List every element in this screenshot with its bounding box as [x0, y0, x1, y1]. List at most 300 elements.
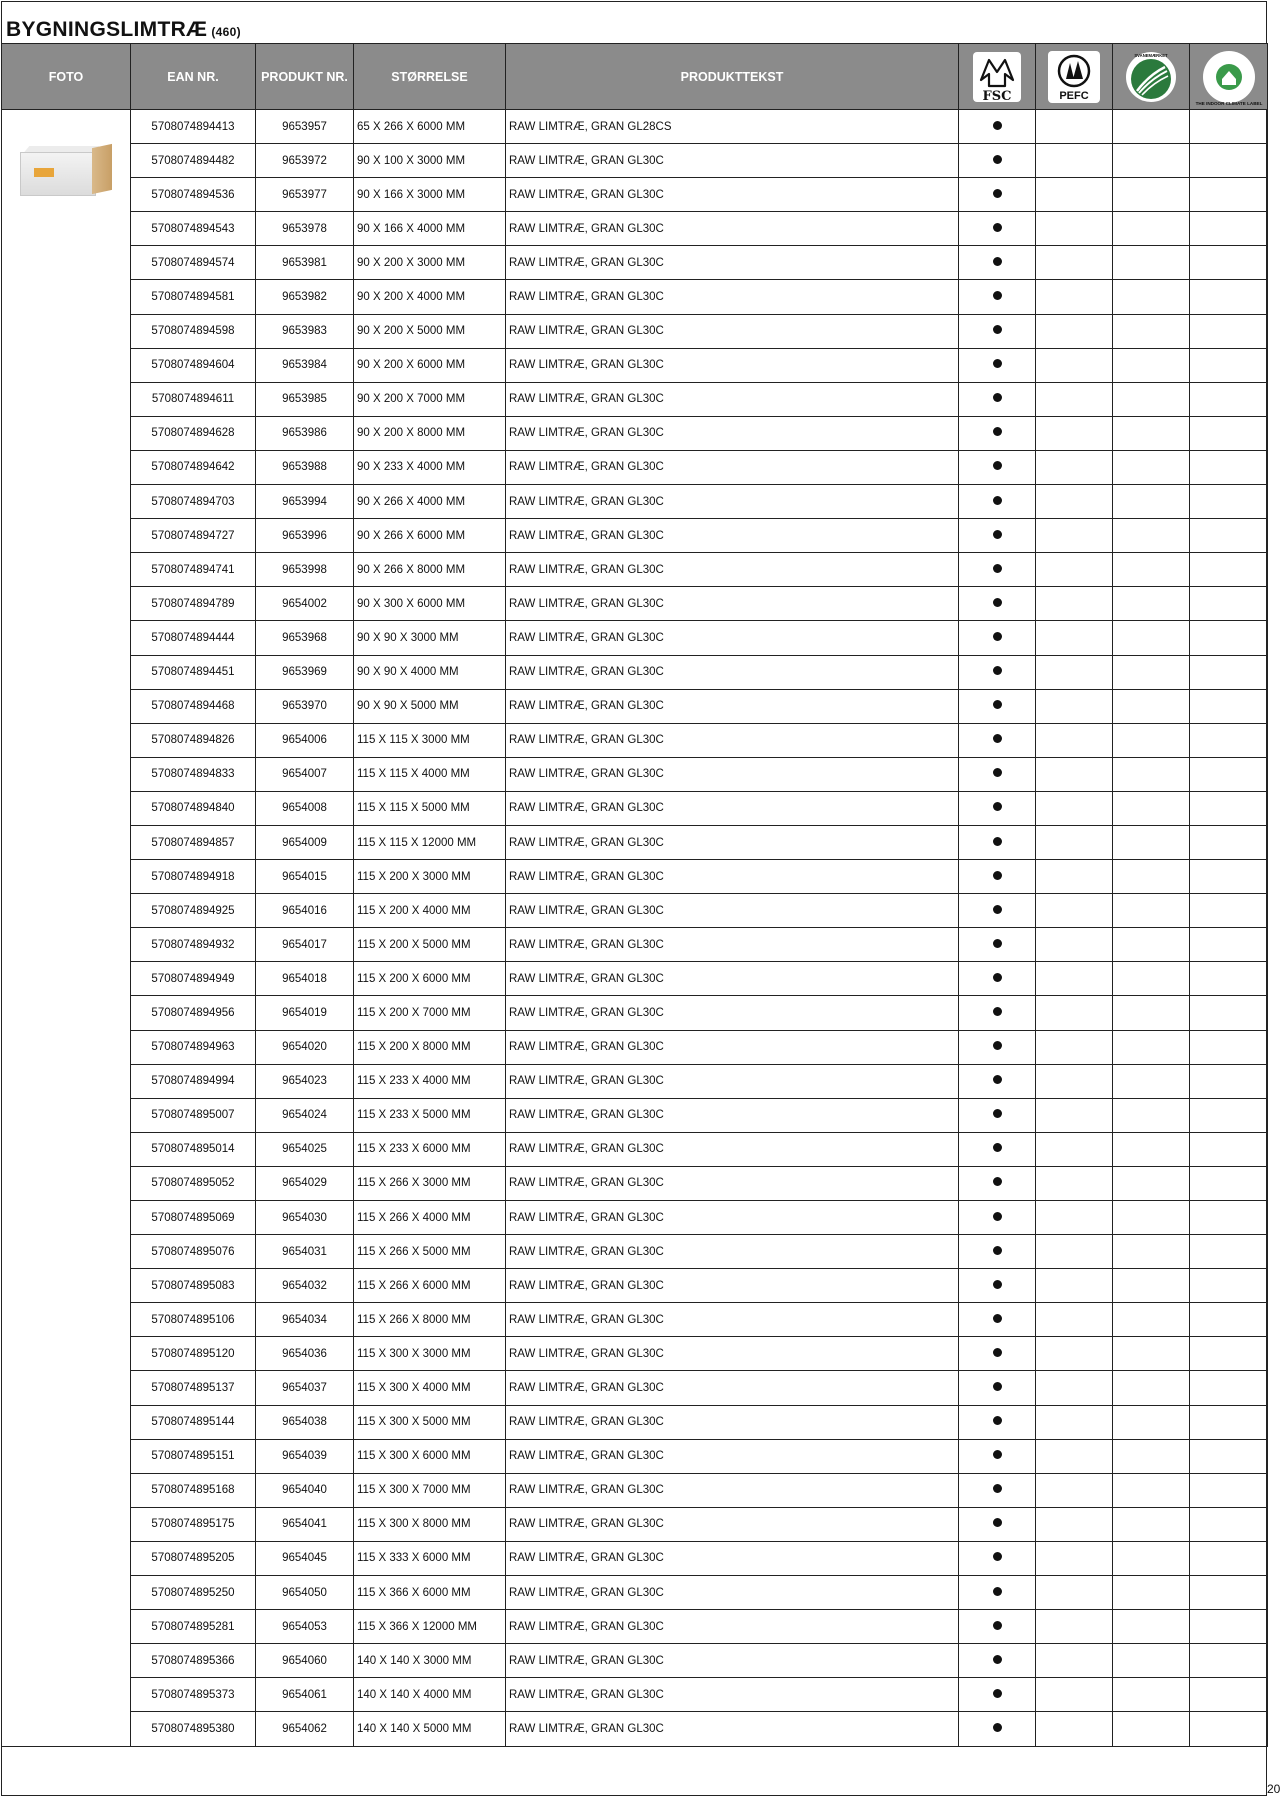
table-row [2, 1098, 1268, 1132]
empty-cert-cell [1113, 246, 1190, 280]
empty-cert-cell [1113, 450, 1190, 484]
empty-cert-cell [1190, 178, 1268, 212]
product-table [1, 43, 1268, 1747]
fsc-cell [959, 1541, 1036, 1575]
empty-cert-cell [1190, 1064, 1268, 1098]
product-number-cell: 9654006 [256, 723, 354, 757]
product-number-cell: 9653994 [256, 485, 354, 519]
empty-cert-cell [1190, 280, 1268, 314]
fsc-cell [959, 416, 1036, 450]
ean-cell: 5708074894994 [131, 1064, 256, 1098]
size-cell: 90 X 200 X 8000 MM [354, 416, 506, 450]
product-number-cell: 9654030 [256, 1201, 354, 1235]
table-row [2, 1541, 1268, 1575]
empty-cert-cell [1036, 144, 1113, 178]
ean-cell: 5708074894963 [131, 1030, 256, 1064]
fsc-bullet-icon [993, 939, 1002, 948]
product-number-cell: 9654041 [256, 1507, 354, 1541]
empty-cert-cell [1190, 1507, 1268, 1541]
fsc-bullet-icon [993, 291, 1002, 300]
product-number-cell: 9654034 [256, 1303, 354, 1337]
table-row [2, 246, 1268, 280]
fsc-bullet-icon [993, 1177, 1002, 1186]
empty-cert-cell [1113, 621, 1190, 655]
product-number-cell: 9653981 [256, 246, 354, 280]
size-cell: 115 X 266 X 5000 MM [354, 1235, 506, 1269]
table-header-row [2, 44, 1268, 110]
table-row [2, 1337, 1268, 1371]
product-number-cell: 9654061 [256, 1678, 354, 1712]
empty-cert-cell [1190, 1201, 1268, 1235]
fsc-cell [959, 1166, 1036, 1200]
fsc-bullet-icon [993, 564, 1002, 573]
ean-cell: 5708074894826 [131, 723, 256, 757]
product-text-cell: RAW LIMTRÆ, GRAN GL30C [506, 246, 959, 280]
table-row [2, 1235, 1268, 1269]
empty-cert-cell [1190, 996, 1268, 1030]
size-cell: 90 X 200 X 7000 MM [354, 382, 506, 416]
empty-cert-cell [1036, 485, 1113, 519]
product-number-cell: 9653983 [256, 314, 354, 348]
ean-cell: 5708074894703 [131, 485, 256, 519]
empty-cert-cell [1190, 757, 1268, 791]
size-cell: 140 X 140 X 3000 MM [354, 1644, 506, 1678]
table-row [2, 144, 1268, 178]
fsc-cell [959, 962, 1036, 996]
size-cell: 90 X 200 X 3000 MM [354, 246, 506, 280]
table-row [2, 1576, 1268, 1610]
product-number-cell: 9654053 [256, 1610, 354, 1644]
empty-cert-cell [1190, 587, 1268, 621]
empty-cert-cell [1113, 416, 1190, 450]
size-cell: 115 X 233 X 6000 MM [354, 1132, 506, 1166]
table-row [2, 1678, 1268, 1712]
product-text-cell: RAW LIMTRÆ, GRAN GL30C [506, 825, 959, 859]
fsc-bullet-icon [993, 1518, 1002, 1527]
empty-cert-cell [1036, 178, 1113, 212]
product-number-cell: 9654024 [256, 1098, 354, 1132]
fsc-bullet-icon [993, 1212, 1002, 1221]
product-text-cell: RAW LIMTRÆ, GRAN GL30C [506, 382, 959, 416]
size-cell: 115 X 300 X 3000 MM [354, 1337, 506, 1371]
size-cell: 115 X 200 X 6000 MM [354, 962, 506, 996]
empty-cert-cell [1190, 553, 1268, 587]
empty-cert-cell [1036, 928, 1113, 962]
empty-cert-cell [1113, 655, 1190, 689]
table-body [2, 110, 1268, 1747]
product-text-cell: RAW LIMTRÆ, GRAN GL30C [506, 1576, 959, 1610]
ean-cell: 5708074894628 [131, 416, 256, 450]
product-number-cell: 9654002 [256, 587, 354, 621]
empty-cert-cell [1113, 1064, 1190, 1098]
table-row [2, 1473, 1268, 1507]
ean-cell: 5708074894925 [131, 894, 256, 928]
product-number-cell: 9654017 [256, 928, 354, 962]
empty-cert-cell [1190, 1337, 1268, 1371]
ean-cell: 5708074894451 [131, 655, 256, 689]
empty-cert-cell [1036, 894, 1113, 928]
empty-cert-cell [1113, 1235, 1190, 1269]
product-text-cell: RAW LIMTRÆ, GRAN GL30C [506, 1541, 959, 1575]
product-number-cell: 9653986 [256, 416, 354, 450]
svanen-label: SVANEMÆRKET [1134, 52, 1168, 58]
empty-cert-cell [1113, 1473, 1190, 1507]
ean-cell: 5708074894949 [131, 962, 256, 996]
product-text-cell: RAW LIMTRÆ, GRAN GL30C [506, 485, 959, 519]
product-text-cell: RAW LIMTRÆ, GRAN GL30C [506, 1712, 959, 1746]
fsc-cell [959, 280, 1036, 314]
fsc-bullet-icon [993, 1143, 1002, 1152]
product-text-cell: RAW LIMTRÆ, GRAN GL30C [506, 178, 959, 212]
product-number-cell: 9654020 [256, 1030, 354, 1064]
empty-cert-cell [1036, 519, 1113, 553]
fsc-bullet-icon [993, 700, 1002, 709]
fsc-cell [959, 178, 1036, 212]
fsc-cell [959, 1712, 1036, 1746]
fsc-bullet-icon [993, 871, 1002, 880]
table-row [2, 450, 1268, 484]
size-cell: 115 X 115 X 4000 MM [354, 757, 506, 791]
empty-cert-cell [1113, 1098, 1190, 1132]
empty-cert-cell [1036, 587, 1113, 621]
icl-label: THE INDOOR CLIMATE LABEL [1195, 100, 1262, 106]
empty-cert-cell [1190, 450, 1268, 484]
empty-cert-cell [1036, 655, 1113, 689]
empty-cert-cell [1190, 1644, 1268, 1678]
fsc-bullet-icon [993, 905, 1002, 914]
size-cell: 115 X 300 X 6000 MM [354, 1439, 506, 1473]
empty-cert-cell [1036, 1541, 1113, 1575]
empty-cert-cell [1036, 1201, 1113, 1235]
fsc-cell [959, 1269, 1036, 1303]
fsc-bullet-icon [993, 1041, 1002, 1050]
product-text-cell: RAW LIMTRÆ, GRAN GL30C [506, 894, 959, 928]
ean-cell: 5708074895250 [131, 1576, 256, 1610]
table-row [2, 723, 1268, 757]
product-number-cell: 9653977 [256, 178, 354, 212]
product-number-cell: 9653970 [256, 689, 354, 723]
table-row [2, 1064, 1268, 1098]
empty-cert-cell [1036, 689, 1113, 723]
product-number-cell: 9654050 [256, 1576, 354, 1610]
size-cell: 115 X 266 X 8000 MM [354, 1303, 506, 1337]
empty-cert-cell [1036, 553, 1113, 587]
product-text-cell: RAW LIMTRÆ, GRAN GL30C [506, 757, 959, 791]
empty-cert-cell [1190, 485, 1268, 519]
product-number-cell: 9653996 [256, 519, 354, 553]
size-cell: 140 X 140 X 5000 MM [354, 1712, 506, 1746]
fsc-cell [959, 1576, 1036, 1610]
product-text-cell: RAW LIMTRÆ, GRAN GL30C [506, 1473, 959, 1507]
empty-cert-cell [1036, 382, 1113, 416]
table-row [2, 416, 1268, 450]
table-row [2, 1371, 1268, 1405]
empty-cert-cell [1113, 996, 1190, 1030]
size-cell: 115 X 266 X 3000 MM [354, 1166, 506, 1200]
empty-cert-cell [1113, 485, 1190, 519]
fsc-cell [959, 553, 1036, 587]
table-row [2, 348, 1268, 382]
empty-cert-cell [1036, 1235, 1113, 1269]
product-text-cell: RAW LIMTRÆ, GRAN GL30C [506, 1644, 959, 1678]
empty-cert-cell [1036, 1030, 1113, 1064]
table-row [2, 212, 1268, 246]
size-cell: 115 X 366 X 12000 MM [354, 1610, 506, 1644]
table-row [2, 382, 1268, 416]
col-header-storrelse: STØRRELSE [354, 44, 506, 110]
product-number-cell: 9653988 [256, 450, 354, 484]
glulam-beam-photo [20, 144, 110, 196]
page-title [6, 18, 241, 42]
product-number-cell: 9654037 [256, 1371, 354, 1405]
empty-cert-cell [1113, 1541, 1190, 1575]
empty-cert-cell [1190, 1132, 1268, 1166]
product-text-cell: RAW LIMTRÆ, GRAN GL30C [506, 1064, 959, 1098]
table-row [2, 1405, 1268, 1439]
product-number-cell: 9653978 [256, 212, 354, 246]
product-text-cell: RAW LIMTRÆ, GRAN GL30C [506, 1610, 959, 1644]
table-row [2, 860, 1268, 894]
empty-cert-cell [1036, 757, 1113, 791]
empty-cert-cell [1190, 110, 1268, 144]
product-text-cell: RAW LIMTRÆ, GRAN GL30C [506, 314, 959, 348]
empty-cert-cell [1113, 1337, 1190, 1371]
fsc-bullet-icon [993, 257, 1002, 266]
fsc-cell [959, 655, 1036, 689]
empty-cert-cell [1036, 1644, 1113, 1678]
fsc-cell [959, 1439, 1036, 1473]
ean-cell: 5708074894918 [131, 860, 256, 894]
empty-cert-cell [1113, 1166, 1190, 1200]
fsc-bullet-icon [993, 325, 1002, 334]
size-cell: 115 X 366 X 6000 MM [354, 1576, 506, 1610]
product-text-cell: RAW LIMTRÆ, GRAN GL30C [506, 1235, 959, 1269]
size-cell: 115 X 233 X 4000 MM [354, 1064, 506, 1098]
empty-cert-cell [1113, 1371, 1190, 1405]
empty-cert-cell [1190, 348, 1268, 382]
fsc-bullet-icon [993, 223, 1002, 232]
product-number-cell: 9654008 [256, 791, 354, 825]
fsc-cell [959, 1507, 1036, 1541]
product-text-cell: RAW LIMTRÆ, GRAN GL30C [506, 450, 959, 484]
empty-cert-cell [1036, 280, 1113, 314]
product-number-cell: 9654038 [256, 1405, 354, 1439]
fsc-bullet-icon [993, 155, 1002, 164]
fsc-cell [959, 1473, 1036, 1507]
ean-cell: 5708074894581 [131, 280, 256, 314]
empty-cert-cell [1190, 1235, 1268, 1269]
fsc-bullet-icon [993, 121, 1002, 130]
fsc-cell [959, 450, 1036, 484]
table-row [2, 587, 1268, 621]
fsc-bullet-icon [993, 1484, 1002, 1493]
empty-cert-cell [1190, 962, 1268, 996]
size-cell: 115 X 233 X 5000 MM [354, 1098, 506, 1132]
empty-cert-cell [1113, 587, 1190, 621]
ean-cell: 5708074895076 [131, 1235, 256, 1269]
ean-cell: 5708074895120 [131, 1337, 256, 1371]
empty-cert-cell [1113, 144, 1190, 178]
empty-cert-cell [1113, 1644, 1190, 1678]
product-number-cell: 9654039 [256, 1439, 354, 1473]
product-number-cell: 9654029 [256, 1166, 354, 1200]
title-count: (460) [211, 25, 241, 39]
product-text-cell: RAW LIMTRÆ, GRAN GL30C [506, 860, 959, 894]
product-number-cell: 9654023 [256, 1064, 354, 1098]
fsc-cell [959, 894, 1036, 928]
ean-cell: 5708074894574 [131, 246, 256, 280]
fsc-cell [959, 519, 1036, 553]
size-cell: 90 X 266 X 6000 MM [354, 519, 506, 553]
empty-cert-cell [1036, 246, 1113, 280]
fsc-bullet-icon [993, 1450, 1002, 1459]
empty-cert-cell [1113, 1439, 1190, 1473]
size-cell: 115 X 266 X 6000 MM [354, 1269, 506, 1303]
size-cell: 115 X 266 X 4000 MM [354, 1201, 506, 1235]
fsc-cell [959, 246, 1036, 280]
size-cell: 90 X 266 X 4000 MM [354, 485, 506, 519]
empty-cert-cell [1036, 621, 1113, 655]
product-number-cell: 9653998 [256, 553, 354, 587]
fsc-bullet-icon [993, 1075, 1002, 1084]
product-number-cell: 9653982 [256, 280, 354, 314]
empty-cert-cell [1190, 1541, 1268, 1575]
empty-cert-cell [1036, 1132, 1113, 1166]
fsc-bullet-icon [993, 734, 1002, 743]
product-text-cell: RAW LIMTRÆ, GRAN GL30C [506, 519, 959, 553]
product-number-cell: 9654015 [256, 860, 354, 894]
fsc-bullet-icon [993, 1314, 1002, 1323]
fsc-bullet-icon [993, 189, 1002, 198]
product-text-cell: RAW LIMTRÆ, GRAN GL30C [506, 791, 959, 825]
empty-cert-cell [1036, 723, 1113, 757]
fsc-bullet-icon [993, 1621, 1002, 1630]
fsc-cell [959, 1098, 1036, 1132]
empty-cert-cell [1036, 1098, 1113, 1132]
product-text-cell: RAW LIMTRÆ, GRAN GL30C [506, 1132, 959, 1166]
product-number-cell: 9654019 [256, 996, 354, 1030]
table-row [2, 178, 1268, 212]
fsc-cell [959, 1405, 1036, 1439]
empty-cert-cell [1113, 1269, 1190, 1303]
product-number-cell: 9654007 [256, 757, 354, 791]
empty-cert-cell [1113, 689, 1190, 723]
ean-cell: 5708074894857 [131, 825, 256, 859]
empty-cert-cell [1036, 1473, 1113, 1507]
product-text-cell: RAW LIMTRÆ, GRAN GL30C [506, 621, 959, 655]
size-cell: 115 X 200 X 8000 MM [354, 1030, 506, 1064]
empty-cert-cell [1113, 1132, 1190, 1166]
product-number-cell: 9653972 [256, 144, 354, 178]
empty-cert-cell [1113, 1030, 1190, 1064]
col-header-foto: FOTO [2, 44, 131, 110]
col-header-produkttekst: PRODUKTTEKST [506, 44, 959, 110]
fsc-cell [959, 1235, 1036, 1269]
product-text-cell: RAW LIMTRÆ, GRAN GL30C [506, 1030, 959, 1064]
ean-cell: 5708074894536 [131, 178, 256, 212]
size-cell: 90 X 266 X 8000 MM [354, 553, 506, 587]
product-text-cell: RAW LIMTRÆ, GRAN GL30C [506, 553, 959, 587]
fsc-bullet-icon [993, 1655, 1002, 1664]
table-row [2, 1269, 1268, 1303]
product-text-cell: RAW LIMTRÆ, GRAN GL30C [506, 689, 959, 723]
table-row [2, 1166, 1268, 1200]
ean-cell: 5708074895137 [131, 1371, 256, 1405]
table-row [2, 1439, 1268, 1473]
fsc-cell [959, 1371, 1036, 1405]
empty-cert-cell [1036, 1405, 1113, 1439]
fsc-cell [959, 621, 1036, 655]
ean-cell: 5708074895373 [131, 1678, 256, 1712]
empty-cert-cell [1036, 1576, 1113, 1610]
product-text-cell: RAW LIMTRÆ, GRAN GL30C [506, 962, 959, 996]
ean-cell: 5708074894468 [131, 689, 256, 723]
size-cell: 115 X 300 X 8000 MM [354, 1507, 506, 1541]
empty-cert-cell [1113, 1576, 1190, 1610]
table-row [2, 962, 1268, 996]
ean-cell: 5708074894604 [131, 348, 256, 382]
table-row [2, 655, 1268, 689]
fsc-cell [959, 110, 1036, 144]
empty-cert-cell [1190, 928, 1268, 962]
empty-cert-cell [1190, 212, 1268, 246]
empty-cert-cell [1113, 212, 1190, 246]
fsc-bullet-icon [993, 1280, 1002, 1289]
ean-cell: 5708074895151 [131, 1439, 256, 1473]
product-number-cell: 9654031 [256, 1235, 354, 1269]
empty-cert-cell [1190, 621, 1268, 655]
fsc-cell [959, 382, 1036, 416]
table-row [2, 894, 1268, 928]
fsc-bullet-icon [993, 1416, 1002, 1425]
product-text-cell: RAW LIMTRÆ, GRAN GL30C [506, 1337, 959, 1371]
fsc-label: FSC [982, 88, 1012, 104]
fsc-cell [959, 1337, 1036, 1371]
ean-cell: 5708074894543 [131, 212, 256, 246]
ean-cell: 5708074895052 [131, 1166, 256, 1200]
size-cell: 90 X 200 X 5000 MM [354, 314, 506, 348]
empty-cert-cell [1036, 1439, 1113, 1473]
fsc-cell [959, 825, 1036, 859]
product-text-cell: RAW LIMTRÆ, GRAN GL30C [506, 928, 959, 962]
ean-cell: 5708074894741 [131, 553, 256, 587]
product-number-cell: 9654016 [256, 894, 354, 928]
product-photo-cell [2, 110, 131, 1747]
indoor-climate-house-icon [1195, 48, 1262, 106]
ean-cell: 5708074895014 [131, 1132, 256, 1166]
empty-cert-cell [1036, 1507, 1113, 1541]
fsc-bullet-icon [993, 802, 1002, 811]
product-number-cell: 9653957 [256, 110, 354, 144]
fsc-bullet-icon [993, 1587, 1002, 1596]
empty-cert-cell [1113, 825, 1190, 859]
svanen-logo [1113, 44, 1190, 110]
fsc-bullet-icon [993, 768, 1002, 777]
empty-cert-cell [1113, 757, 1190, 791]
product-text-cell: RAW LIMTRÆ, GRAN GL30C [506, 996, 959, 1030]
fsc-cell [959, 757, 1036, 791]
product-text-cell: RAW LIMTRÆ, GRAN GL30C [506, 1098, 959, 1132]
size-cell: 115 X 300 X 4000 MM [354, 1371, 506, 1405]
product-text-cell: RAW LIMTRÆ, GRAN GL30C [506, 587, 959, 621]
fsc-bullet-icon [993, 1552, 1002, 1561]
col-header-produkt: PRODUKT NR. [256, 44, 354, 110]
empty-cert-cell [1113, 1201, 1190, 1235]
ean-cell: 5708074895175 [131, 1507, 256, 1541]
size-cell: 90 X 300 X 6000 MM [354, 587, 506, 621]
title-text: BYGNINGSLIMTRÆ [6, 18, 208, 41]
pefc-trees-icon [1046, 49, 1102, 105]
